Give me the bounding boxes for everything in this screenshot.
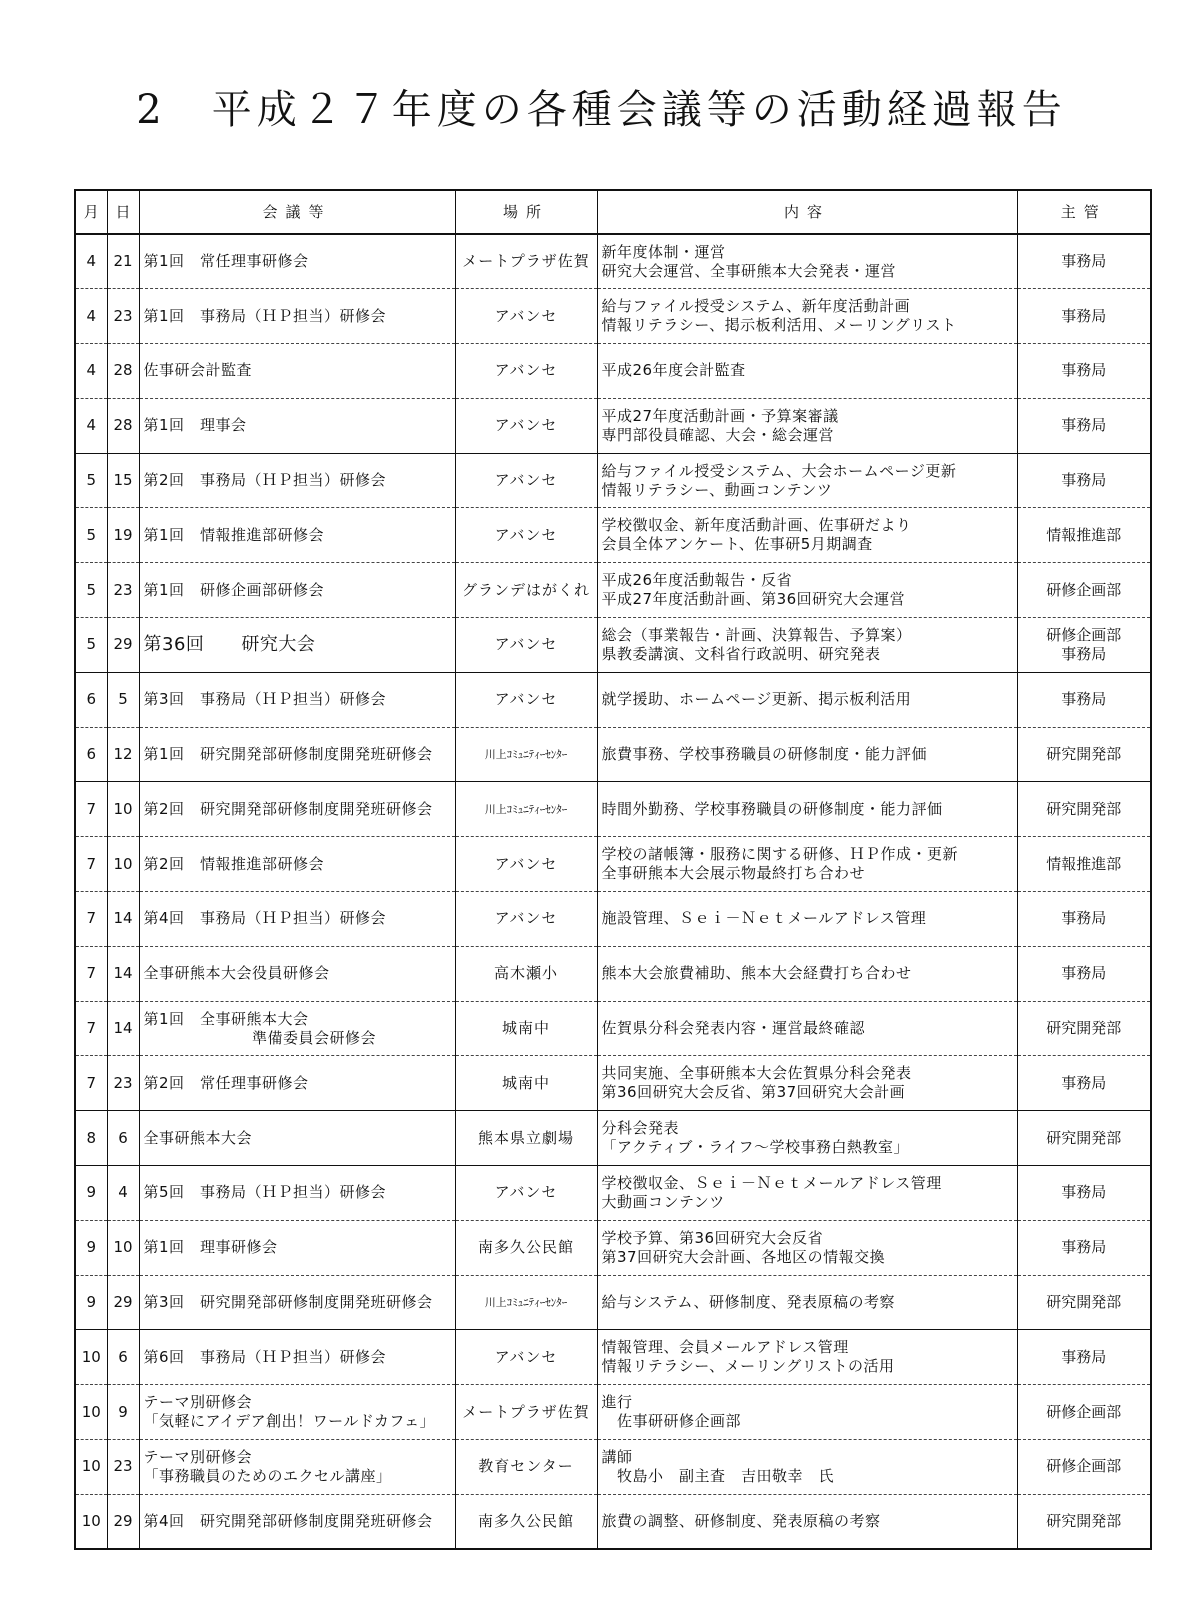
day-cell: 14 <box>107 1001 139 1056</box>
day-cell: 14 <box>107 946 139 1001</box>
place-cell: 川上ｺﾐｭﾆﾃｨｰｾﾝﾀｰ <box>455 782 597 837</box>
meeting-cell: テーマ別研修会 「事務職員のためのエクセル講座」 <box>139 1440 455 1495</box>
day-cell: 23 <box>107 1056 139 1111</box>
meeting-cell: 第2回 常任理事研修会 <box>139 1056 455 1111</box>
content-cell: 給与ファイル授受システム、新年度活動計画 情報リテラシー、掲示板利活用、メーリングリスト <box>597 289 1017 344</box>
content-cell: 情報管理、会員メールアドレス管理 情報リテラシー、メーリングリストの活用 <box>597 1330 1017 1385</box>
place-cell: メートプラザ佐賀 <box>455 1385 597 1440</box>
meeting-cell: 第36回 研究大会 <box>139 618 455 673</box>
month-cell: 10 <box>75 1330 107 1385</box>
table-row <box>75 1330 1151 1385</box>
month-cell: 4 <box>75 344 107 399</box>
meeting-cell: 第1回 全事研熊本大会 準備委員会研修会 <box>139 1001 455 1056</box>
meeting-cell: 第3回 研究開発部研修制度開発班研修会 <box>139 1275 455 1330</box>
meeting-cell: 第6回 事務局（ＨＰ担当）研修会 <box>139 1330 455 1385</box>
place-cell: アバンセ <box>455 1330 597 1385</box>
day-cell: 29 <box>107 1494 139 1549</box>
month-cell: 8 <box>75 1111 107 1166</box>
content-cell: 学校徴収金、新年度活動計画、佐事研だより 会員全体アンケート、佐事研5月期調査 <box>597 508 1017 563</box>
meeting-cell: 第4回 事務局（ＨＰ担当）研修会 <box>139 892 455 947</box>
page-title: 2 平成２７年度の各種会議等の活動経過報告 <box>136 87 1067 133</box>
org-cell: 事務局 <box>1017 672 1151 727</box>
month-cell: 5 <box>75 618 107 673</box>
content-cell: 学校徴収金、Ｓｅｉ－Ｎｅｔメールアドレス管理 大動画コンテンツ <box>597 1166 1017 1221</box>
content-cell: 平成26年度活動報告・反省 平成27年度活動計画、第36回研究大会運営 <box>597 563 1017 618</box>
table-body <box>75 234 1151 1549</box>
place-cell: メートプラザ佐賀 <box>455 234 597 289</box>
org-cell: 事務局 <box>1017 234 1151 289</box>
month-cell: 7 <box>75 837 107 892</box>
header-content: 内容 <box>597 190 1017 234</box>
org-cell: 事務局 <box>1017 892 1151 947</box>
table-row <box>75 1385 1151 1440</box>
org-cell: 研修企画部 <box>1017 563 1151 618</box>
month-cell: 9 <box>75 1220 107 1275</box>
meeting-cell: 第1回 事務局（ＨＰ担当）研修会 <box>139 289 455 344</box>
org-cell: 研究開発部 <box>1017 1001 1151 1056</box>
day-cell: 19 <box>107 508 139 563</box>
meeting-cell: テーマ別研修会 「気軽にアイデア創出！ワールドカフェ」 <box>139 1385 455 1440</box>
meeting-cell: 第1回 理事研修会 <box>139 1220 455 1275</box>
place-cell: グランデはがくれ <box>455 563 597 618</box>
day-cell: 29 <box>107 1275 139 1330</box>
meeting-cell: 佐事研会計監査 <box>139 344 455 399</box>
org-cell: 事務局 <box>1017 344 1151 399</box>
table-row <box>75 618 1151 673</box>
day-cell: 23 <box>107 563 139 618</box>
org-cell: 情報推進部 <box>1017 508 1151 563</box>
table-row <box>75 1001 1151 1056</box>
month-cell: 10 <box>75 1494 107 1549</box>
month-cell: 6 <box>75 727 107 782</box>
day-cell: 28 <box>107 344 139 399</box>
place-cell: アバンセ <box>455 892 597 947</box>
org-cell: 研究開発部 <box>1017 782 1151 837</box>
day-cell: 6 <box>107 1330 139 1385</box>
place-cell: アバンセ <box>455 344 597 399</box>
org-cell: 事務局 <box>1017 1330 1151 1385</box>
place-cell: 城南中 <box>455 1056 597 1111</box>
month-cell: 4 <box>75 289 107 344</box>
header-meeting: 会議等 <box>139 190 455 234</box>
month-cell: 4 <box>75 398 107 453</box>
day-cell: 23 <box>107 289 139 344</box>
content-cell: 進行 佐事研研修企画部 <box>597 1385 1017 1440</box>
org-cell: 研究開発部 <box>1017 1494 1151 1549</box>
org-cell: 研究開発部 <box>1017 727 1151 782</box>
place-cell: 教育センター <box>455 1440 597 1495</box>
table-row <box>75 946 1151 1001</box>
table-row <box>75 563 1151 618</box>
table-row <box>75 1166 1151 1221</box>
org-cell: 事務局 <box>1017 453 1151 508</box>
meeting-cell: 第5回 事務局（ＨＰ担当）研修会 <box>139 1166 455 1221</box>
table-row <box>75 344 1151 399</box>
table-row <box>75 1440 1151 1495</box>
org-cell: 研修企画部 事務局 <box>1017 618 1151 673</box>
table-row <box>75 1056 1151 1111</box>
place-cell: アバンセ <box>455 672 597 727</box>
month-cell: 7 <box>75 1056 107 1111</box>
month-cell: 9 <box>75 1166 107 1221</box>
meeting-cell: 第4回 研究開発部研修制度開発班研修会 <box>139 1494 455 1549</box>
table-header-row <box>75 190 1151 234</box>
table-row <box>75 892 1151 947</box>
place-cell: アバンセ <box>455 398 597 453</box>
meeting-cell: 第2回 情報推進部研修会 <box>139 837 455 892</box>
day-cell: 12 <box>107 727 139 782</box>
month-cell: 10 <box>75 1440 107 1495</box>
table-row <box>75 672 1151 727</box>
table-row <box>75 234 1151 289</box>
month-cell: 9 <box>75 1275 107 1330</box>
month-cell: 7 <box>75 892 107 947</box>
month-cell: 5 <box>75 453 107 508</box>
table-row <box>75 727 1151 782</box>
content-cell: 旅費の調整、研修制度、発表原稿の考察 <box>597 1494 1017 1549</box>
place-cell: アバンセ <box>455 618 597 673</box>
day-cell: 9 <box>107 1385 139 1440</box>
header-month: 月 <box>75 190 107 234</box>
org-cell: 研究開発部 <box>1017 1111 1151 1166</box>
place-cell: 南多久公民館 <box>455 1220 597 1275</box>
meeting-cell: 第3回 事務局（ＨＰ担当）研修会 <box>139 672 455 727</box>
day-cell: 6 <box>107 1111 139 1166</box>
content-cell: 熊本大会旅費補助、熊本大会経費打ち合わせ <box>597 946 1017 1001</box>
content-cell: 平成26年度会計監査 <box>597 344 1017 399</box>
content-cell: 新年度体制・運営 研究大会運営、全事研熊本大会発表・運営 <box>597 234 1017 289</box>
content-cell: 就学援助、ホームページ更新、掲示板利活用 <box>597 672 1017 727</box>
place-cell: 南多久公民館 <box>455 1494 597 1549</box>
content-cell: 旅費事務、学校事務職員の研修制度・能力評価 <box>597 727 1017 782</box>
day-cell: 15 <box>107 453 139 508</box>
header-place: 場所 <box>455 190 597 234</box>
content-cell: 総会（事業報告・計画、決算報告、予算案） 県教委講演、文科省行政説明、研究発表 <box>597 618 1017 673</box>
content-cell: 時間外勤務、学校事務職員の研修制度・能力評価 <box>597 782 1017 837</box>
org-cell: 事務局 <box>1017 398 1151 453</box>
org-cell: 事務局 <box>1017 946 1151 1001</box>
meeting-cell: 第1回 研修企画部研修会 <box>139 563 455 618</box>
place-cell: アバンセ <box>455 837 597 892</box>
table-row <box>75 1111 1151 1166</box>
day-cell: 5 <box>107 672 139 727</box>
table-row <box>75 508 1151 563</box>
header-org: 主管 <box>1017 190 1151 234</box>
month-cell: 4 <box>75 234 107 289</box>
content-cell: 講師 牧島小 副主査 吉田敬幸 氏 <box>597 1440 1017 1495</box>
meeting-cell: 第1回 情報推進部研修会 <box>139 508 455 563</box>
content-cell: 学校予算、第36回研究大会反省 第37回研究大会計画、各地区の情報交換 <box>597 1220 1017 1275</box>
meeting-cell: 全事研熊本大会役員研修会 <box>139 946 455 1001</box>
table-row <box>75 289 1151 344</box>
content-cell: 施設管理、Ｓｅｉ－Ｎｅｔメールアドレス管理 <box>597 892 1017 947</box>
table-row <box>75 398 1151 453</box>
month-cell: 7 <box>75 946 107 1001</box>
content-cell: 佐賀県分科会発表内容・運営最終確認 <box>597 1001 1017 1056</box>
org-cell: 事務局 <box>1017 1056 1151 1111</box>
org-cell: 研修企画部 <box>1017 1440 1151 1495</box>
month-cell: 6 <box>75 672 107 727</box>
place-cell: アバンセ <box>455 1166 597 1221</box>
meeting-cell: 第2回 事務局（ＨＰ担当）研修会 <box>139 453 455 508</box>
place-cell: アバンセ <box>455 453 597 508</box>
day-cell: 10 <box>107 837 139 892</box>
day-cell: 10 <box>107 1220 139 1275</box>
org-cell: 研究開発部 <box>1017 1275 1151 1330</box>
activity-table <box>74 189 1152 1550</box>
content-cell: 共同実施、全事研熊本大会佐賀県分科会発表 第36回研究大会反省、第37回研究大会計画 <box>597 1056 1017 1111</box>
meeting-cell: 第1回 常任理事研修会 <box>139 234 455 289</box>
table-row <box>75 837 1151 892</box>
month-cell: 7 <box>75 1001 107 1056</box>
table-row <box>75 1494 1151 1549</box>
meeting-cell: 全事研熊本大会 <box>139 1111 455 1166</box>
day-cell: 28 <box>107 398 139 453</box>
content-cell: 給与システム、研修制度、発表原稿の考察 <box>597 1275 1017 1330</box>
day-cell: 29 <box>107 618 139 673</box>
org-cell: 事務局 <box>1017 1166 1151 1221</box>
content-cell: 平成27年度活動計画・予算案審議 専門部役員確認、大会・総会運営 <box>597 398 1017 453</box>
place-cell: 川上ｺﾐｭﾆﾃｨｰｾﾝﾀｰ <box>455 1275 597 1330</box>
place-cell: 川上ｺﾐｭﾆﾃｨｰｾﾝﾀｰ <box>455 727 597 782</box>
header-day: 日 <box>107 190 139 234</box>
org-cell: 研修企画部 <box>1017 1385 1151 1440</box>
place-cell: 熊本県立劇場 <box>455 1111 597 1166</box>
month-cell: 5 <box>75 508 107 563</box>
meeting-cell: 第2回 研究開発部研修制度開発班研修会 <box>139 782 455 837</box>
day-cell: 14 <box>107 892 139 947</box>
day-cell: 23 <box>107 1440 139 1495</box>
meeting-cell: 第1回 研究開発部研修制度開発班研修会 <box>139 727 455 782</box>
day-cell: 21 <box>107 234 139 289</box>
place-cell: アバンセ <box>455 289 597 344</box>
day-cell: 4 <box>107 1166 139 1221</box>
meeting-cell: 第1回 理事会 <box>139 398 455 453</box>
table-row <box>75 782 1151 837</box>
org-cell: 事務局 <box>1017 1220 1151 1275</box>
table-row <box>75 1220 1151 1275</box>
place-cell: アバンセ <box>455 508 597 563</box>
content-cell: 学校の諸帳簿・服務に関する研修、ＨＰ作成・更新 全事研熊本大会展示物最終打ち合わせ <box>597 837 1017 892</box>
month-cell: 5 <box>75 563 107 618</box>
table-row <box>75 453 1151 508</box>
content-cell: 分科会発表 「アクティブ・ライフ～学校事務白熱教室」 <box>597 1111 1017 1166</box>
place-cell: 城南中 <box>455 1001 597 1056</box>
month-cell: 7 <box>75 782 107 837</box>
org-cell: 事務局 <box>1017 289 1151 344</box>
org-cell: 情報推進部 <box>1017 837 1151 892</box>
day-cell: 10 <box>107 782 139 837</box>
table-row <box>75 1275 1151 1330</box>
month-cell: 10 <box>75 1385 107 1440</box>
content-cell: 給与ファイル授受システム、大会ホームページ更新 情報リテラシー、動画コンテンツ <box>597 453 1017 508</box>
place-cell: 高木瀬小 <box>455 946 597 1001</box>
